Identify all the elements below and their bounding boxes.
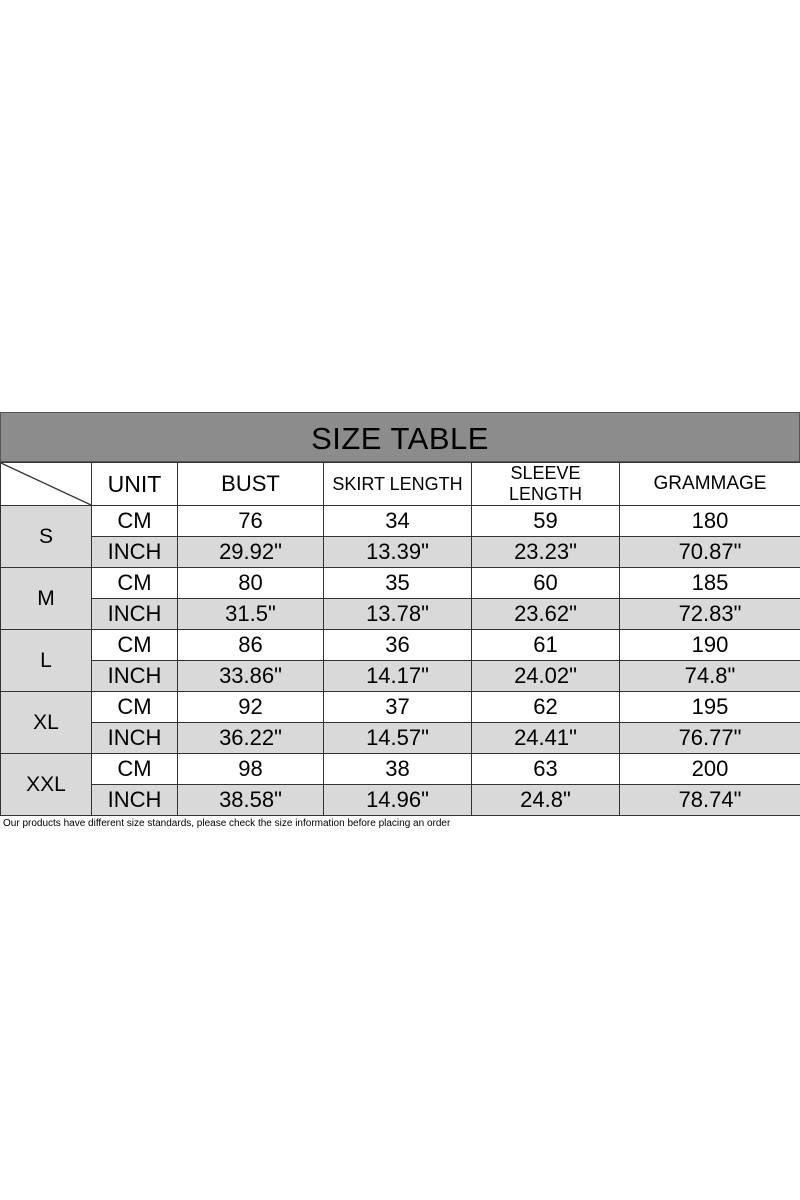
grammage-value: 72.83"	[620, 599, 800, 630]
sleeve-length-value: 62	[472, 692, 620, 723]
unit-label: CM	[92, 568, 178, 599]
bust-value: 76	[178, 506, 324, 537]
table-row	[1, 599, 800, 630]
grammage-value: 70.87"	[620, 537, 800, 568]
bust-value: 92	[178, 692, 324, 723]
table-row	[1, 630, 800, 661]
skirt-length-value: 14.17"	[324, 661, 472, 692]
skirt-length-value: 14.96"	[324, 785, 472, 816]
grammage-value: 185	[620, 568, 800, 599]
table-row	[1, 785, 800, 816]
bust-value: 33.86"	[178, 661, 324, 692]
bust-value: 86	[178, 630, 324, 661]
unit-label: CM	[92, 630, 178, 661]
header-unit: UNIT	[92, 463, 178, 506]
grammage-value: 76.77"	[620, 723, 800, 754]
size-table-container	[0, 412, 800, 829]
sleeve-length-value: 61	[472, 630, 620, 661]
sleeve-length-value: 23.62"	[472, 599, 620, 630]
unit-label: INCH	[92, 723, 178, 754]
table-row	[1, 723, 800, 754]
size-label: L	[1, 630, 92, 692]
unit-label: INCH	[92, 537, 178, 568]
sleeve-length-value: 24.8"	[472, 785, 620, 816]
sleeve-length-value: 60	[472, 568, 620, 599]
skirt-length-value: 35	[324, 568, 472, 599]
size-table	[0, 462, 800, 816]
table-row	[1, 692, 800, 723]
sleeve-length-value: 23.23"	[472, 537, 620, 568]
skirt-length-value: 34	[324, 506, 472, 537]
header-sleeve-length: SLEEVE LENGTH	[472, 463, 620, 506]
skirt-length-value: 37	[324, 692, 472, 723]
header-bust: BUST	[178, 463, 324, 506]
sleeve-length-value: 63	[472, 754, 620, 785]
bust-value: 36.22"	[178, 723, 324, 754]
sleeve-length-value: 59	[472, 506, 620, 537]
skirt-length-value: 14.57"	[324, 723, 472, 754]
table-row	[1, 754, 800, 785]
header-row	[1, 463, 800, 506]
grammage-value: 195	[620, 692, 800, 723]
bust-value: 80	[178, 568, 324, 599]
grammage-value: 200	[620, 754, 800, 785]
corner-cell	[1, 463, 92, 506]
table-row	[1, 537, 800, 568]
table-title: SIZE TABLE	[0, 412, 800, 462]
header-skirt-length: SKIRT LENGTH	[324, 463, 472, 506]
size-label: XXL	[1, 754, 92, 816]
grammage-value: 74.8"	[620, 661, 800, 692]
header-grammage: GRAMMAGE	[620, 463, 800, 506]
unit-label: INCH	[92, 661, 178, 692]
size-table-body	[1, 506, 800, 816]
unit-label: CM	[92, 754, 178, 785]
footnote: Our products have different size standards, please check the size information before placing an order	[3, 818, 451, 829]
table-row	[1, 568, 800, 599]
unit-label: CM	[92, 692, 178, 723]
unit-label: INCH	[92, 785, 178, 816]
grammage-value: 180	[620, 506, 800, 537]
grammage-value: 78.74"	[620, 785, 800, 816]
bust-value: 31.5"	[178, 599, 324, 630]
size-label: M	[1, 568, 92, 630]
grammage-value: 190	[620, 630, 800, 661]
skirt-length-value: 38	[324, 754, 472, 785]
unit-label: INCH	[92, 599, 178, 630]
sleeve-length-value: 24.41"	[472, 723, 620, 754]
bust-value: 98	[178, 754, 324, 785]
table-row	[1, 506, 800, 537]
table-row	[1, 661, 800, 692]
unit-label: CM	[92, 506, 178, 537]
skirt-length-value: 13.78"	[324, 599, 472, 630]
size-label: S	[1, 506, 92, 568]
size-label: XL	[1, 692, 92, 754]
skirt-length-value: 36	[324, 630, 472, 661]
skirt-length-value: 13.39"	[324, 537, 472, 568]
bust-value: 38.58"	[178, 785, 324, 816]
sleeve-length-value: 24.02"	[472, 661, 620, 692]
diagonal-divider-icon	[1, 463, 91, 505]
bust-value: 29.92"	[178, 537, 324, 568]
